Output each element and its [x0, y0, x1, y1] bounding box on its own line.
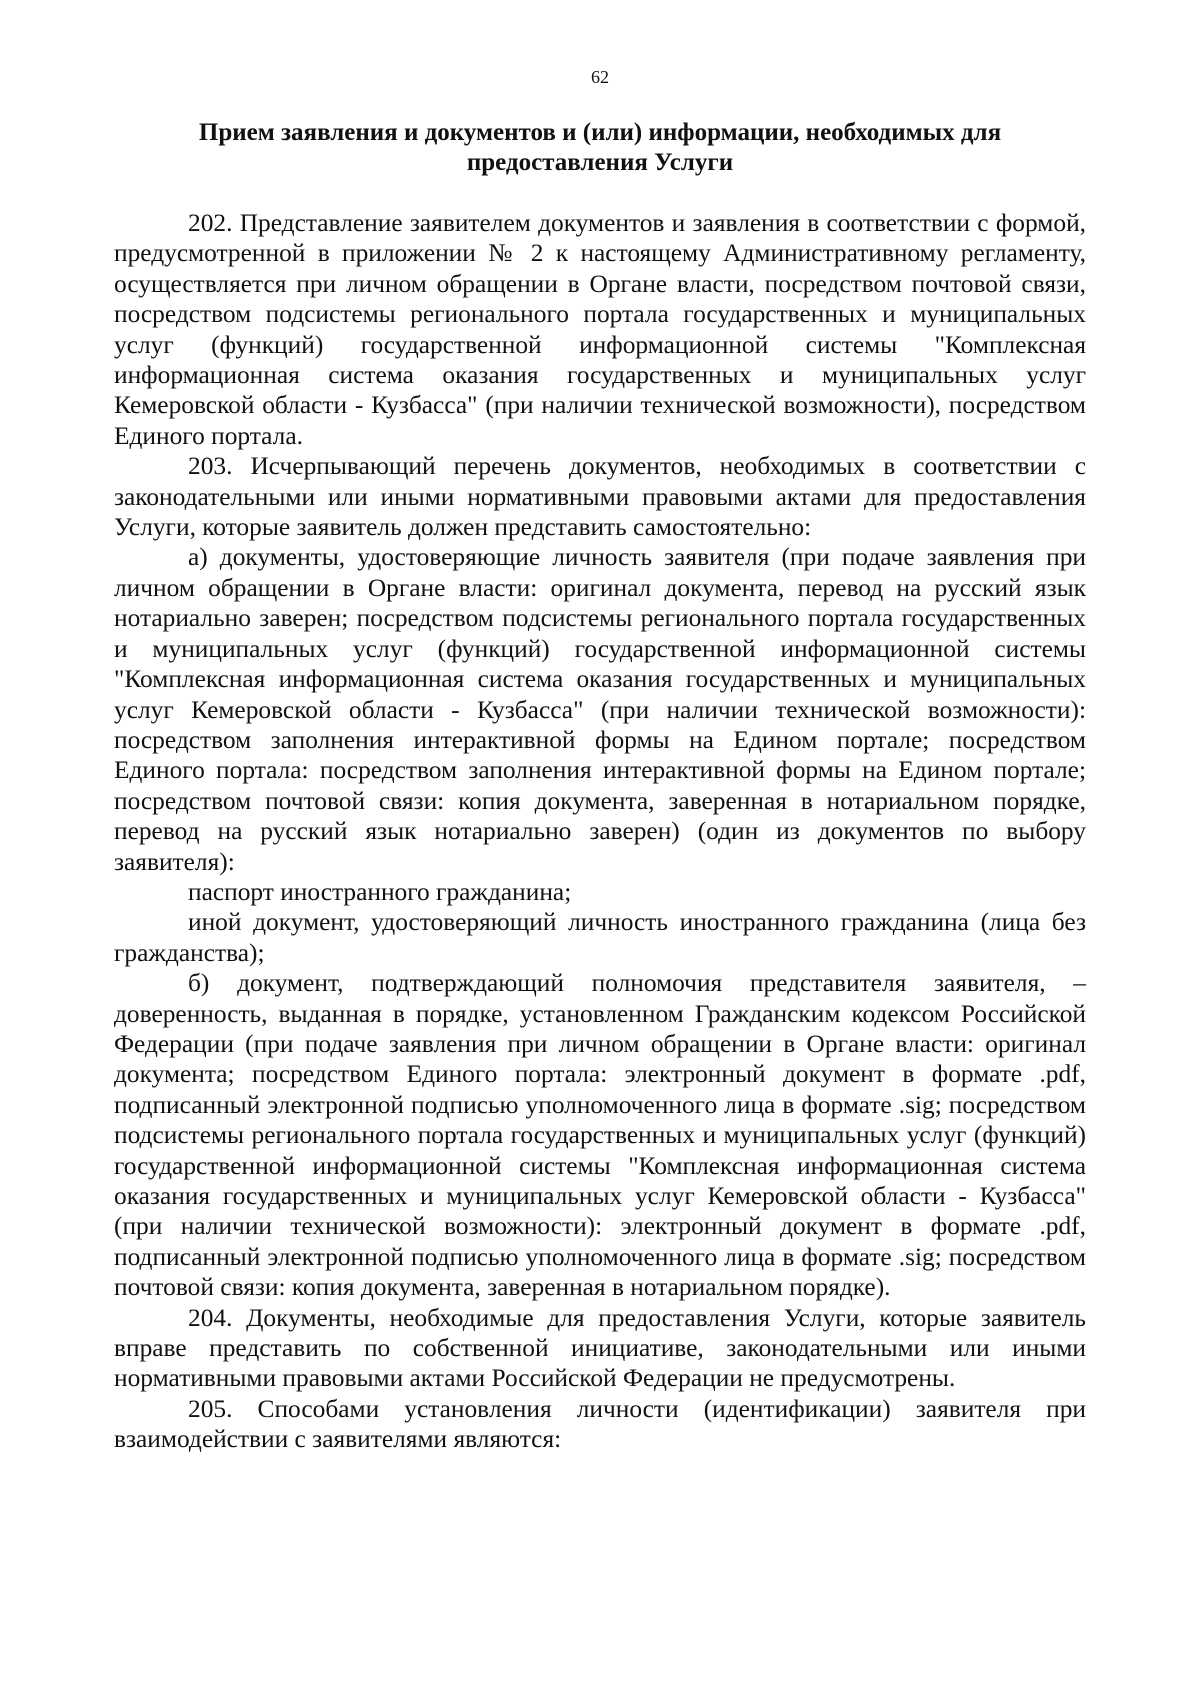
paragraph-other-id: иной документ, удостоверяющий личность иностранного гражданина (лица без гражданства);: [114, 908, 1086, 967]
paragraph-203: 203. Исчерпывающий перечень документов, необходимых в соответствии с законодательными или иными нормативными правовыми актами для предоставления Услуги, которые заявитель должен представить самостоятельно:: [114, 452, 1086, 542]
paragraph-204: 204. Документы, необходимые для предоставления Услуги, которые заявитель вправе представить по собственной инициативе, законодательными или иными нормативными правовыми актами Российской Федерации не предусмотрены.: [114, 1303, 1086, 1393]
paragraph-202: 202. Представление заявителем документов и заявления в соответствии с формой, предусмотренной в приложении № 2 к настоящему Административному регламенту, осуществляется при личном обращении в Органе власти, посредством почтовой связи, посредством подсистемы регионального портала государственных и муниципальных услуг (функций) государственной информационной системы "Комплексная информационная система оказания государственных и муниципальных услуг Кемеровской области - Кузбасса" (при наличии технической возможности), посредством Единого портала.: [114, 209, 1086, 450]
paragraph-203-a: а) документы, удостоверяющие личность заявителя (при подаче заявления при личном обращении в Органе власти: оригинал документа, перевод на русский язык нотариально заверен; посредством подсистемы регионального портала государственных и муниципальных услуг (функций) государственной информационной системы "Комплексная информационная система оказания государственных и муниципальных услуг Кемеровской области - Кузбасса" (при наличии технической возможности): посредством заполнения интерактивной формы на Едином портале; посредством Единого портала: посредством заполнения интерактивной формы на Едином портале; посредством почтовой связи: копия документа, заверенная в нотариальном порядке, перевод на русский язык нотариально заверен) (один из документов по выбору заявителя):: [114, 543, 1086, 876]
paragraph-passport: паспорт иностранного гражданина;: [188, 877, 572, 906]
section-title: Прием заявления и документов и (или) информации, необходимых для предоставления Услуги: [198, 119, 1002, 176]
document-body: [114, 208, 1086, 1455]
page-number: 62: [591, 67, 609, 87]
paragraph-205: 205. Способами установления личности (идентификации) заявителя при взаимодействии с заявителями являются:: [114, 1394, 1086, 1454]
paragraph-203-b: б) документ, подтверждающий полномочия представителя заявителя, – доверенность, выданная в порядке, установленном Гражданским кодексом Российской Федерации (при подаче заявления при личном обращении в Органе власти: оригинал документа; посредством Единого портала: электронный документ в формате .pdf, подписанный электронной подписью уполномоченного лица в формате .sig; посредством подсистемы регионального портала государственных и муниципальных услуг (функций) государственной информационной системы "Комплексная информационная система оказания государственных и муниципальных услуг Кемеровской области - Кузбасса" (при наличии технической возможности): электронный документ в формате .pdf, подписанный электронной подписью уполномоченного лица в формате .sig; посредством почтовой связи: копия документа, заверенная в нотариальном порядке).: [114, 969, 1086, 1302]
